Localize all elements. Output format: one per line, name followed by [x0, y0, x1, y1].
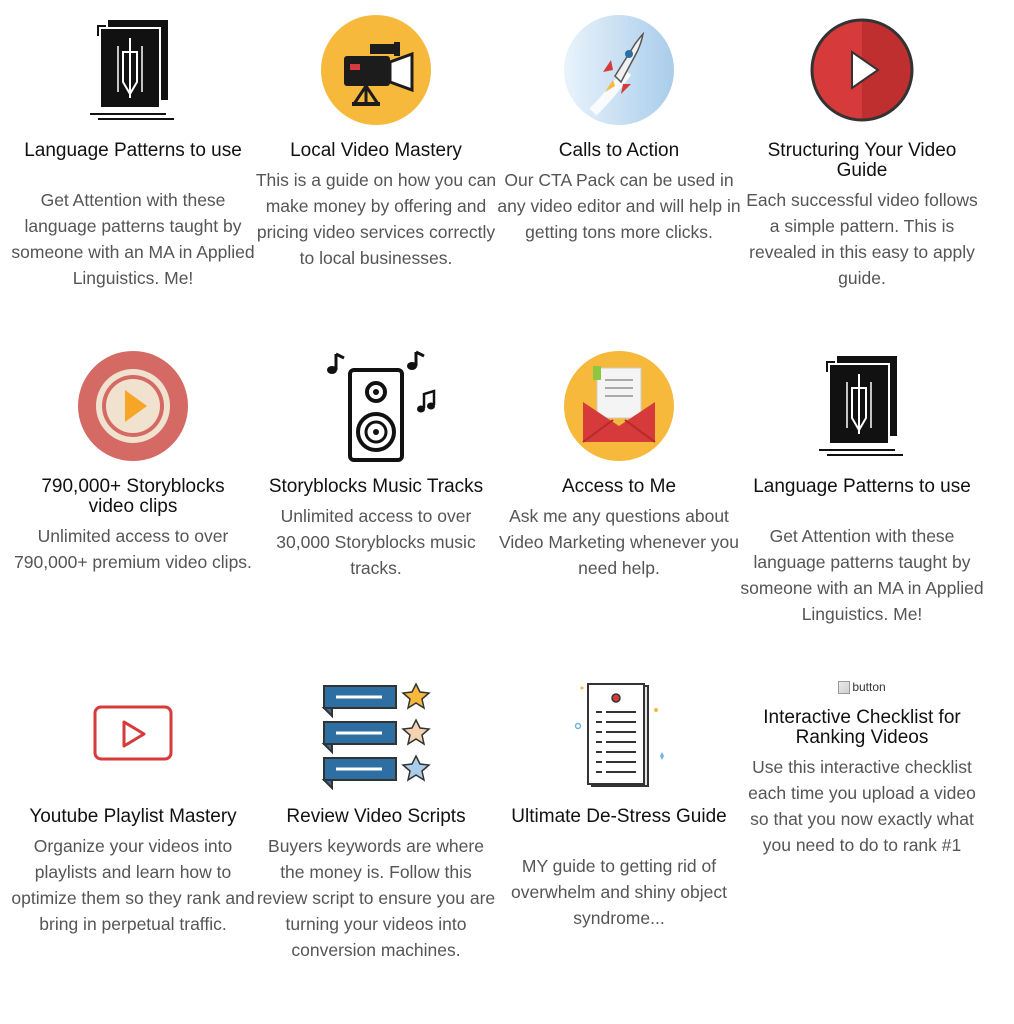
feature-description: This is a guide on how you can make money by offering and pricing video services correctly to local businesses.	[255, 170, 497, 268]
image-alt-text: button	[852, 680, 886, 694]
feature-title: Review Video Scripts	[286, 806, 466, 827]
feature-title: Calls to Action	[558, 140, 680, 161]
feature-title: Interactive Checklist for Ranking Videos	[763, 707, 961, 748]
speaker-music-icon	[316, 348, 436, 464]
youtube-play-icon	[92, 704, 174, 764]
feature-description: Buyers keywords are where the money is. Follow this review script to ensure you are turning your videos into conversion machines.	[256, 836, 496, 960]
play-circle-red-icon	[810, 18, 914, 122]
video-camera-icon	[320, 14, 432, 126]
feature-title: Local Video Mastery	[290, 140, 462, 161]
feature-description: MY guide to getting rid of overwhelm and shiny object syndrome...	[511, 856, 727, 928]
feature-title: Language Patterns to use	[24, 140, 242, 161]
feature-description: Organize your videos into playlists and learn how to optimize them so they rank and bring in perpetual traffic.	[11, 836, 255, 934]
review-stars-icon	[316, 680, 436, 790]
feature-title: Storyblocks Music Tracks	[268, 476, 484, 497]
feature-title: Structuring Your Video Guide	[767, 140, 957, 181]
feature-description: Get Attention with these language patterns taught by someone with an MA in Applied Linguistics. Me!	[11, 190, 255, 288]
feature-title: Access to Me	[561, 476, 677, 497]
feature-description: Unlimited access to over 790,000+ premium video clips.	[14, 526, 252, 572]
broken-image-icon[interactable]	[838, 679, 885, 695]
feature-title: Ultimate De-Stress Guide	[511, 806, 727, 827]
blueprint-pen-icon	[817, 352, 907, 458]
document-checklist-icon	[564, 680, 674, 792]
feature-title: Youtube Playlist Mastery	[29, 806, 237, 827]
feature-description: Unlimited access to over 30,000 Storyblocks music tracks.	[276, 506, 476, 578]
feature-description: Get Attention with these language patterns taught by someone with an MA in Applied Linguistics. Me!	[740, 526, 984, 624]
play-circle-icon	[77, 350, 189, 462]
feature-title: Language Patterns to use	[753, 476, 971, 497]
envelope-letter-icon	[563, 350, 675, 462]
feature-description: Our CTA Pack can be used in any video editor and will help in getting tons more clicks.	[497, 170, 741, 242]
feature-description: Each successful video follows a simple pattern. This is revealed in this easy to apply guide.	[746, 190, 978, 288]
feature-description: Use this interactive checklist each time you upload a video so that you now exactly what you need to do to rank #1	[748, 757, 976, 855]
feature-title: 790,000+ Storyblocks video clips	[41, 476, 225, 517]
blueprint-pen-icon	[88, 16, 178, 122]
rocket-icon	[563, 14, 675, 126]
feature-description: Ask me any questions about Video Marketing whenever you need help.	[499, 506, 739, 578]
